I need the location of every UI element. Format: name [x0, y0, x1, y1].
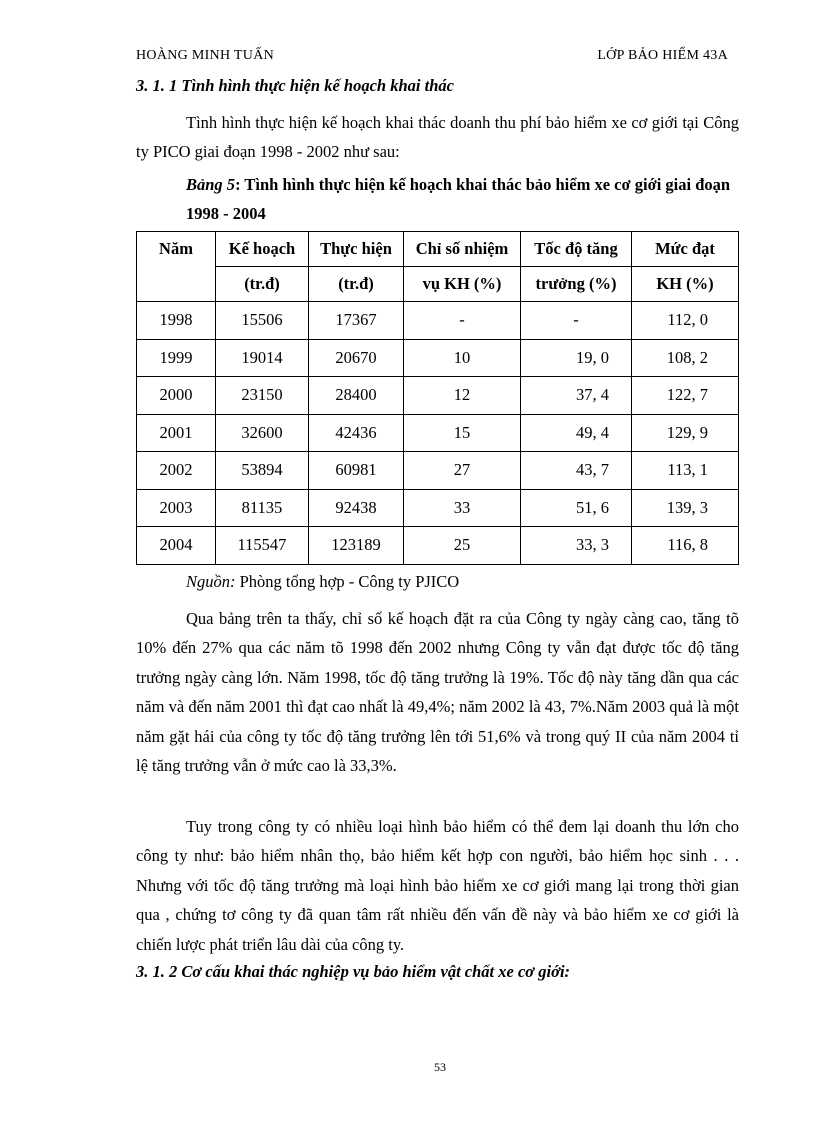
- table-cell: 15: [404, 414, 521, 452]
- table-cell: 20670: [309, 339, 404, 377]
- table-cell: 108, 2: [632, 339, 739, 377]
- table-cell: 129, 9: [632, 414, 739, 452]
- table-row: [137, 302, 739, 340]
- table-cell: 2000: [137, 377, 216, 415]
- table-cell: 32600: [216, 414, 309, 452]
- table-cell: 2004: [137, 527, 216, 565]
- table-row: [137, 414, 739, 452]
- table-cell: 2002: [137, 452, 216, 490]
- table-cell: 2001: [137, 414, 216, 452]
- table-header-cell: Thực hiện: [309, 232, 404, 267]
- table-cell: 92438: [309, 489, 404, 527]
- table-cell: 42436: [309, 414, 404, 452]
- table-header-cell: vụ KH (%): [404, 267, 521, 302]
- table-cell: 23150: [216, 377, 309, 415]
- table-cell: 53894: [216, 452, 309, 490]
- table-cell: 2003: [137, 489, 216, 527]
- section-heading-1: 3. 1. 1 Tình hình thực hiện kế hoạch khai thác: [136, 76, 454, 95]
- table-cell: 115547: [216, 527, 309, 565]
- analysis-paragraph: [136, 604, 739, 780]
- source-text: Phòng tổng hợp - Công ty PJICO: [235, 572, 460, 591]
- table-cell: 1999: [137, 339, 216, 377]
- table-header-cell: KH (%): [632, 267, 739, 302]
- table-cell: 12: [404, 377, 521, 415]
- table-cell: 112, 0: [632, 302, 739, 340]
- table-header-cell: (tr.đ): [216, 267, 309, 302]
- table-cell: -: [404, 302, 521, 340]
- table-header-cell: Kế hoạch: [216, 232, 309, 267]
- table-source: [186, 572, 459, 592]
- table-header-cell: Chỉ số nhiệm: [404, 232, 521, 267]
- intro-text: Tình hình thực hiện kế hoạch khai thác doanh thu phí bảo hiểm xe cơ giới tại Công ty PICO giai đoạn 1998 - 2002 như sau:: [136, 113, 739, 162]
- table-cell: 15506: [216, 302, 309, 340]
- table-cell: 33, 3: [521, 527, 632, 565]
- table-cell: 81135: [216, 489, 309, 527]
- header-author: HOÀNG MINH TUẤN: [136, 48, 275, 63]
- table-cell: 19014: [216, 339, 309, 377]
- table-cell: 1998: [137, 302, 216, 340]
- header-class: LỚP BẢO HIỂM 43A: [597, 48, 728, 63]
- summary-text: Tuy trong công ty có nhiều loại hình bảo hiểm có thể đem lại doanh thu lớn cho công ty như: bảo hiểm nhân thọ, bảo hiểm kết hợp con người, bảo hiểm học sinh . . . Nhưng với tốc độ tăng trưởng mà loại hình bảo hiểm xe cơ giới mang lại trong thời gian qua , chứng tơ công ty đã quan tâm rất nhiều đến vấn đề này và bảo hiểm xe cơ giới là chiến lược phát triển lâu dài của công ty.: [136, 817, 739, 954]
- section-heading-2: 3. 1. 2 Cơ cấu khai thác nghiệp vụ bảo hiểm vật chất xe cơ giới:: [136, 962, 571, 981]
- table-cell: 122, 7: [632, 377, 739, 415]
- table-header-row: [137, 267, 739, 302]
- source-label: Nguồn:: [186, 572, 236, 591]
- table-cell: 25: [404, 527, 521, 565]
- table-cell: 33: [404, 489, 521, 527]
- table-row: [137, 377, 739, 415]
- table-cell: 43, 7: [521, 452, 632, 490]
- table-header-cell: trưởng (%): [521, 267, 632, 302]
- table-row: [137, 452, 739, 490]
- table-cell: 113, 1: [632, 452, 739, 490]
- table-cell: 123189: [309, 527, 404, 565]
- page-number: 53: [434, 1060, 446, 1074]
- table-cell: 28400: [309, 377, 404, 415]
- table-row: [137, 527, 739, 565]
- analysis-text: Qua bảng trên ta thấy, chỉ số kế hoạch đặt ra của Công ty ngày càng cao, tăng tõ 10% đến 27% qua các năm tõ 1998 đến 2002 nhưng Công ty vẫn đạt được tốc độ tăng trưởng ngày càng lớn. Năm 1998, tốc độ tăng trưởng là 19%. Tốc độ này tăng dần qua các năm và đến năm 2001 thì đạt cao nhất là 49,4%; năm 2002 là 43, 7%.Năm 2003 quả là một năm gặt hái của công ty tốc độ tăng trưởng lên tới 51,6% và trong quý II của năm 2004 tỉ lệ tăng trưởng vẫn ở mức cao là 33,3%.: [136, 609, 739, 776]
- table-header-cell: Năm: [137, 232, 216, 267]
- table-cell: 37, 4: [521, 377, 632, 415]
- summary-paragraph: [136, 812, 739, 959]
- table-caption-label: Bảng 5: [186, 175, 236, 194]
- table-cell: 17367: [309, 302, 404, 340]
- table-header-cell: [137, 267, 216, 302]
- table-header-cell: Mức đạt: [632, 232, 739, 267]
- intro-paragraph: [136, 108, 739, 167]
- table-caption: [186, 170, 739, 228]
- table-row: [137, 339, 739, 377]
- table-row: [137, 489, 739, 527]
- table-cell: 49, 4: [521, 414, 632, 452]
- table-cell: 10: [404, 339, 521, 377]
- table-cell: 19, 0: [521, 339, 632, 377]
- table-cell: -: [521, 302, 632, 340]
- table-header-row: [137, 232, 739, 267]
- table-cell: 51, 6: [521, 489, 632, 527]
- table-header-cell: (tr.đ): [309, 267, 404, 302]
- table-caption-text: : Tình hình thực hiện kế hoạch khai thác bảo hiểm xe cơ giới giai đoạn 1998 - 2004: [186, 175, 731, 223]
- table-cell: 60981: [309, 452, 404, 490]
- table-cell: 27: [404, 452, 521, 490]
- table-header-cell: Tốc độ tăng: [521, 232, 632, 267]
- table-cell: 139, 3: [632, 489, 739, 527]
- table-cell: 116, 8: [632, 527, 739, 565]
- performance-table: [136, 231, 739, 565]
